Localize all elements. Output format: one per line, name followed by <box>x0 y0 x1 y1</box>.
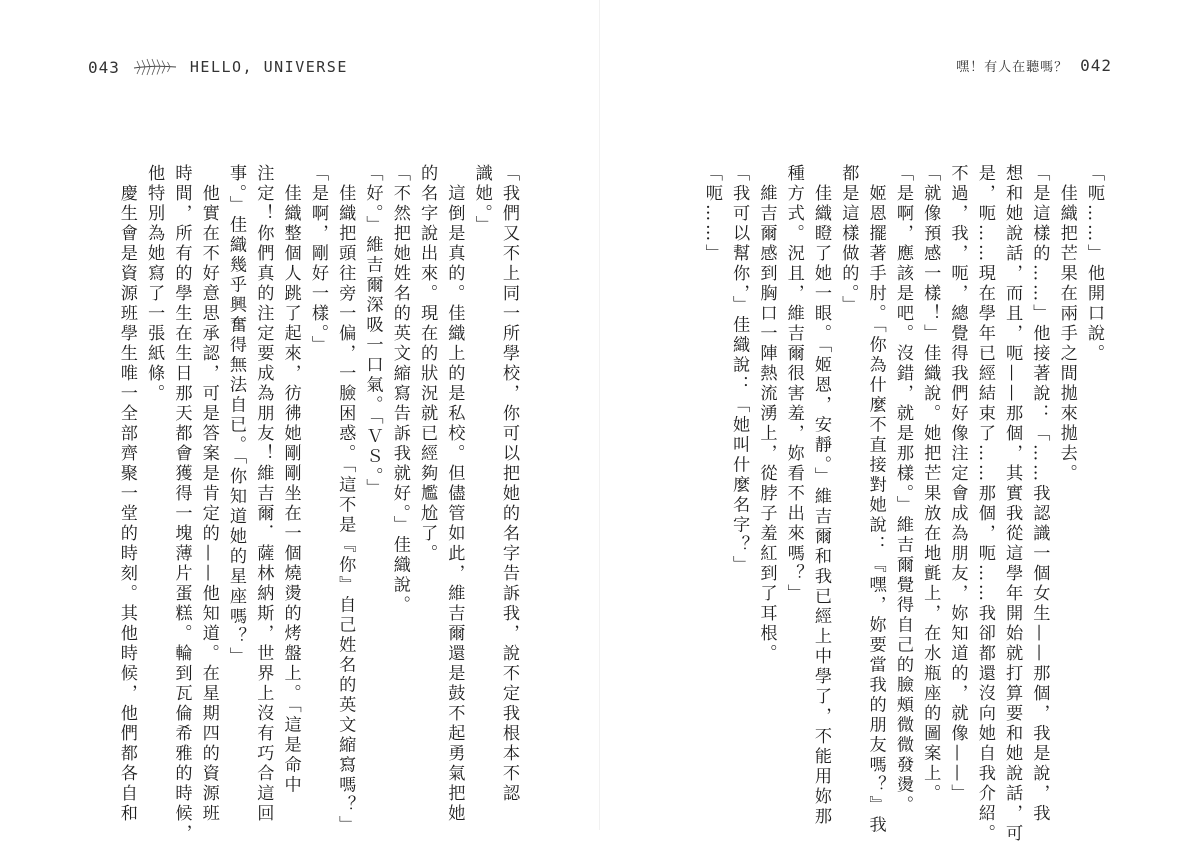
text-line: 「我們又不上同一所學校，你可以把她的名字告訴我，說不定我根本不認 <box>499 164 519 804</box>
right-page <box>600 0 1200 844</box>
right-running-header <box>956 56 1112 75</box>
text-line: 都是這樣做的。」 <box>838 164 859 316</box>
left-running-title: HELLO, UNIVERSE <box>189 58 348 76</box>
text-line: 是，呃……現在學年已經結束了……那個，呃……我卻都還沒向她自我介紹。 <box>974 164 995 844</box>
text-line: 姬恩擺著手肘。「你為什麼不直接對她說：『嘿，妳要當我的朋友嗎？』我 <box>865 164 886 836</box>
text-line: 不過，我，呃，總覺得我們好像注定會成為朋友，妳知道的，就像——」 <box>947 164 968 804</box>
text-line: 「是啊，應該是吧。沒錯，就是那樣。」維吉爾覺得自己的臉頰微微發燙。 <box>892 164 913 816</box>
text-line: 種方式。況且，維吉爾很害羞，妳看不出來嗎？」 <box>783 164 804 604</box>
text-line: 佳織瞪了她一眼。「姬恩，安靜。」維吉爾和我已經上中學了，不能用妳那 <box>811 164 832 827</box>
text-line: 想和她說話，而且，呃——那個，其實我從這學年開始就打算要和她說話，可 <box>1002 164 1023 844</box>
left-page-number: 043 <box>88 57 120 77</box>
text-line: 的名字說出來。現在的狀況就已經夠尷尬了。 <box>417 164 438 564</box>
text-line: 「呃……」他開口說。 <box>1084 164 1104 364</box>
text-line: 「不然把她姓名的英文縮寫告訴我就好。」佳織說。 <box>389 164 410 616</box>
text-line: 事。」佳織幾乎興奮得無法自已。「你知道她的星座嗎？」 <box>226 164 247 667</box>
right-page-number: 042 <box>1080 56 1112 75</box>
text-line: 「是這樣的……」他接著說：「……我認識一個女生——那個，我是說，我 <box>1029 164 1050 824</box>
right-body-text <box>698 164 1107 844</box>
right-running-title: 嘿！有人在聽嗎？ <box>956 60 1069 75</box>
left-running-header <box>88 56 348 78</box>
text-line: 「是啊，剛好一樣。」 <box>307 164 328 356</box>
text-line: 慶生會是資源班學生唯一全部齊聚一堂的時刻。其他時候，他們都各自和 <box>116 164 137 824</box>
text-line: 識她。」 <box>471 164 492 236</box>
text-line: 他特別為她寫了一張紙條。 <box>144 164 165 404</box>
text-line: 佳織整個人跳了起來，彷彿她剛剛坐在一個燒燙的烤盤上。「這是命中 <box>280 164 301 796</box>
left-body-text <box>113 164 522 844</box>
text-line: 時間，所有的學生在生日那天都會獲得一塊薄片蛋糕。輪到瓦倫希雅的時候， <box>171 164 192 844</box>
text-line: 他實在不好意思承認，可是答案是肯定的——他知道。在星期四的資源班 <box>198 164 219 824</box>
text-line: 佳織把芒果在兩手之間拋來拋去。 <box>1056 164 1077 484</box>
text-line: 這倒是真的。佳織上的是私校。但儘管如此，維吉爾還是鼓不起勇氣把她 <box>444 164 465 824</box>
text-line: 「我可以幫你，」佳織說：「她叫什麼名字？」 <box>729 164 750 576</box>
text-line: 「就像預感一樣！」佳織說。她把芒果放在地氈上，在水瓶座的圖案上。 <box>920 164 941 804</box>
fern-icon <box>132 56 178 78</box>
text-line: 「呃……」 <box>701 164 722 264</box>
text-line: 佳織把頭往旁一偏，一臉困惑。「這不是『你』自己姓名的英文縮寫嗎？」 <box>335 164 356 836</box>
text-line: 「好。」維吉爾深吸一口氣。「ＶＳ。」 <box>362 164 383 499</box>
text-line: 維吉爾感到胸口一陣熱流湧上，從脖子羞紅到了耳根。 <box>756 164 777 664</box>
text-line: 注定！你們真的注定要成為朋友！維吉爾．薩林納斯，世界上沒有巧合這回 <box>253 164 274 824</box>
